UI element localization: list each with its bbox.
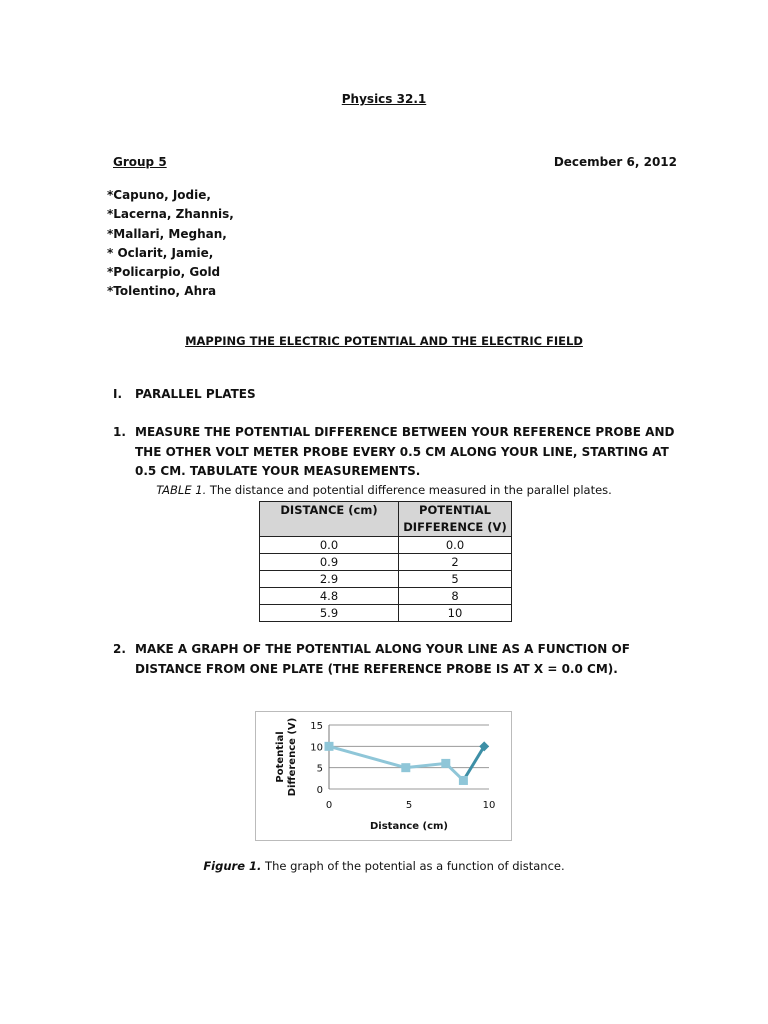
y-axis-title: PotentialDifference (V)	[275, 717, 298, 797]
table-cell: 5	[399, 571, 512, 588]
table-cell: 8	[399, 588, 512, 605]
y-tick-label: 10	[310, 742, 323, 754]
member-name: * Oclarit, Jamie,	[107, 245, 214, 260]
table-row	[260, 537, 512, 554]
member-name: *Policarpio, Gold	[107, 265, 221, 280]
table-row	[260, 588, 512, 605]
table-cell: 0.0	[399, 537, 512, 554]
data-point	[401, 763, 410, 772]
document-title: Physics 32.1	[341, 92, 427, 106]
y-tick-label: 5	[316, 763, 323, 775]
question-text: MEASURE THE POTENTIAL DIFFERENCE BETWEEN YOUR REFERENCE PROBE AND THE OTHER VOLT METER PROBE EVERY 0.5 CM ALONG YOUR LINE, STARTING AT 0.5 CM. TABULATE YOUR MEASUREMENTS.	[135, 425, 675, 478]
section-title: PARALLEL PLATES	[135, 387, 256, 401]
x-tick-label: 5	[405, 800, 413, 811]
table-caption-text: The distance and potential difference measured in the parallel plates.	[206, 483, 612, 497]
table-caption-label: TABLE 1.	[156, 483, 207, 497]
question-text: MAKE A GRAPH OF THE POTENTIAL ALONG YOUR LINE AS A FUNCTION OF DISTANCE FROM ONE PLATE (THE REFERENCE PROBE IS AT X = 0.0 CM).	[135, 642, 630, 676]
experiment-heading: MAPPING THE ELECTRIC POTENTIAL AND THE ELECTRIC FIELD	[185, 334, 583, 348]
question-item-1	[113, 423, 693, 482]
table-cell: 4.8	[260, 588, 399, 605]
section-heading	[113, 387, 256, 401]
question-item-2	[113, 640, 693, 679]
table-caption	[0, 483, 768, 497]
x-tick-label: 10	[482, 800, 496, 811]
section-number: I.	[113, 387, 123, 401]
table-row	[260, 554, 512, 571]
table-header-cell: DISTANCE (cm)	[260, 502, 399, 537]
potential-chart	[255, 711, 512, 841]
y-tick-label: 0	[316, 785, 323, 796]
member-name: *Tolentino, Ahra	[107, 284, 217, 299]
table-cell: 0.0	[260, 537, 399, 554]
chart-svg	[256, 712, 511, 840]
data-point	[441, 759, 450, 768]
table-cell: 10	[399, 605, 512, 622]
x-tick-label: 0	[325, 800, 333, 811]
x-axis-title: Distance (cm)	[369, 821, 449, 832]
series-line	[463, 746, 484, 780]
member-name: *Lacerna, Zhannis,	[107, 207, 234, 222]
data-point	[325, 742, 334, 751]
group-label: Group 5	[113, 155, 167, 169]
table-cell: 0.9	[260, 554, 399, 571]
member-name: *Capuno, Jodie,	[107, 188, 211, 202]
table-header-cell: POTENTIAL DIFFERENCE (V)	[399, 502, 512, 537]
figure-caption	[0, 859, 768, 873]
member-list	[107, 186, 234, 302]
report-date: December 6, 2012	[553, 155, 677, 169]
table-row	[260, 571, 512, 588]
y-tick-label: 15	[310, 721, 323, 732]
table-cell: 2.9	[260, 571, 399, 588]
data-point	[459, 776, 468, 785]
table-cell: 5.9	[260, 605, 399, 622]
table-cell: 2	[399, 554, 512, 571]
question-number: 2.	[113, 642, 126, 656]
figure-caption-text: The graph of the potential as a function of distance.	[261, 859, 565, 873]
question-number: 1.	[113, 425, 126, 439]
table-row	[260, 605, 512, 622]
data-table	[259, 501, 512, 622]
member-name: *Mallari, Meghan,	[107, 226, 227, 241]
table-header-row	[260, 502, 512, 537]
figure-caption-label: Figure 1.	[203, 859, 262, 873]
